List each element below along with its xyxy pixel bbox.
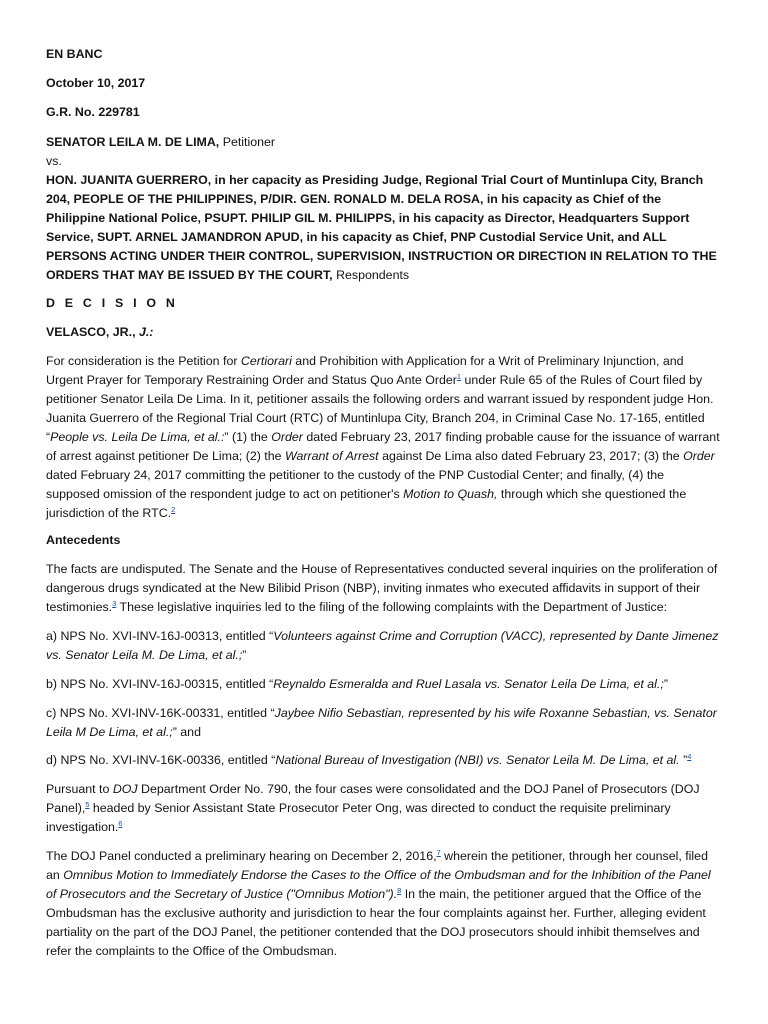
ponente xyxy=(46,323,720,342)
versus: vs. xyxy=(46,154,62,168)
text-span: dated February 24, 2017 committing the petitioner to the custody of the PNP Custodial Center; and finally, (4) the supposed omission of the respondent judge to act on petitioner's xyxy=(46,468,665,501)
text-span: Pursuant to xyxy=(46,782,113,796)
footnote-link-3[interactable]: 3 xyxy=(112,599,117,608)
court-division: EN BANC xyxy=(46,47,103,61)
petitioner-line xyxy=(46,133,720,152)
complaint-title: Jaybee Nifio Sebastian, represented by his wife Roxanne Sebastian, vs. Senator Leila M De Lima, et al.; xyxy=(46,706,717,739)
gr-number: G.R. No. 229781 xyxy=(46,105,140,119)
text-span: Omnibus Motion to Immediately Endorse the Cases to the Office of the Ombudsman and for the Inhibition of the Panel of Prosecutors and the Secretary of Justice ("Omnibus Motion"). xyxy=(46,868,711,901)
complaint-suffix: ” xyxy=(663,677,668,691)
respondents-names: HON. JUANITA GUERRERO, in her capacity as Presiding Judge, Regional Trial Court of Muntinlupa City, Branch 204, PEOPLE OF THE PHILIPPINES, P/DIR. GEN. RONALD M. DELA ROSA, in his capacity as Chief of the Philippine National Police, PSUPT. PHILIP GIL M. PHILIPPS, in his capacity as Director, Headquarters Support Service, SUPT. ARNEL JAMANDRON APUD, in his capacity as Chief, PNP Custodial Service Unit, and ALL PERSONS ACTING UNDER THEIR CONTROL, SUPERVISION, INSTRUCTION OR DIRECTION IN RELATION TO THE ORDERS THAT MAY BE ISSUED BY THE COURT, xyxy=(46,173,717,282)
text-span: People vs. Leila De Lima, et al.: xyxy=(50,430,225,444)
text-span: headed by Senior Assistant State Prosecutor Peter Ong, was directed to conduct the requisite preliminary investigation. xyxy=(46,801,671,834)
text-span: The facts are undisputed. The Senate and the House of Representatives conducted several inquiries on the proliferation of dangerous drugs syndicated at the New Bilibid Prison (NBP), inviting inmates who executed affidavits in support of their testimonies. xyxy=(46,562,718,614)
text-span: against De Lima also dated February 23, 2017; (3) the xyxy=(378,449,684,463)
text-span: ” (1) the xyxy=(224,430,272,444)
footnote-link-7[interactable]: 7 xyxy=(436,848,441,857)
paragraph-facts xyxy=(46,560,720,617)
text-span: Order xyxy=(271,430,303,444)
text-span: For consideration is the Petition for xyxy=(46,354,241,368)
text-span: through which she questioned the jurisdiction of the RTC. xyxy=(46,487,687,520)
complaint-title: National Bureau of Investigation (NBI) vs. Senator Leila M. De Lima, et al. xyxy=(275,753,680,767)
text-span: wherein the petitioner, through her counsel, filed an xyxy=(46,849,708,882)
complaint-item xyxy=(46,751,720,770)
text-span: DOJ xyxy=(112,782,138,796)
footnote-link-5[interactable]: 5 xyxy=(85,800,90,809)
complaint-suffix: ” xyxy=(242,648,247,662)
text-span: In the main, the petitioner argued that the Office of the Ombudsman has the exclusive authority and jurisdiction to hear the four complaints against her. Further, alleging evident partiality on the part of the DOJ Panel, the petitioner contended that the DOJ prosecutors should inhibit themselves and refer the complaints to the Office of the Ombudsman. xyxy=(46,887,706,958)
text-span: These legislative inquiries led to the filing of the following complaints with the Department of Justice: xyxy=(116,600,668,614)
ponente-title: J.: xyxy=(138,325,154,339)
paragraph-consolidation xyxy=(46,780,720,837)
text-span: and Prohibition with Application for a Writ of Preliminary Injunction, and Urgent Prayer for Temporary Restraining Order and Status Quo Ante Order xyxy=(46,354,684,387)
footnote-link-8[interactable]: 8 xyxy=(397,886,402,895)
text-span: Certiorari xyxy=(240,354,292,368)
footnote-link-2[interactable]: 2 xyxy=(171,505,176,514)
text-span: dated February 23, 2017 finding probable cause for the issuance of warrant of arrest against petitioner De Lima; (2) the xyxy=(46,430,720,463)
complaint-item xyxy=(46,627,720,665)
respondents-block xyxy=(46,171,720,285)
petitioner-role: Petitioner xyxy=(219,135,276,149)
text-span: Warrant of Arrest xyxy=(284,449,379,463)
footnote-link-4[interactable]: 4 xyxy=(687,752,692,761)
text-span: The DOJ Panel conducted a preliminary hearing on December 2, 2016, xyxy=(46,849,437,863)
ponente-name: VELASCO, JR., xyxy=(46,325,139,339)
footnote-link-6[interactable]: 6 xyxy=(118,819,123,828)
paragraph-petition xyxy=(46,352,720,523)
text-span: Order xyxy=(683,449,715,463)
text-span: Department Order No. 790, the four cases were consolidated and the DOJ Panel of Prosecutors (DOJ Panel), xyxy=(46,782,700,815)
complaint-title: Volunteers against Crime and Corruption (VACC), represented by Dante Jimenez vs. Senator Leila M. De Lima, et al.; xyxy=(46,629,719,662)
complaint-suffix: ” xyxy=(679,753,688,767)
complaint-title: Reynaldo Esmeralda and Ruel Lasala vs. Senator Leila De Lima, et al.; xyxy=(273,677,664,691)
footnote-link-1[interactable]: 1 xyxy=(456,372,462,381)
complaint-prefix: b) NPS No. XVI-INV-16J-00315, entitled “ xyxy=(46,677,274,691)
petitioner-name: SENATOR LEILA M. DE LIMA, xyxy=(46,135,220,149)
complaint-item xyxy=(46,704,720,742)
complaint-prefix: a) NPS No. XVI-INV-16J-00313, entitled “ xyxy=(46,629,274,643)
decision-heading: D E C I S I O N xyxy=(46,296,178,310)
respondents-role: Respondents xyxy=(332,268,410,282)
decision-date: October 10, 2017 xyxy=(46,76,146,90)
complaint-suffix: ” and xyxy=(172,725,201,739)
text-span: under Rule 65 of the Rules of Court filed by petitioner Senator Leila De Lima. In it, petitioner assails the following orders and warrant issued by respondent judge Hon. Juanita Guerrero of the Regional Trial Court (RTC) of Muntinlupa City, Branch 204, in Criminal Case No. 17-165, entitled “ xyxy=(46,373,714,444)
complaint-prefix: c) NPS No. XVI-INV-16K-00331, entitled “ xyxy=(46,706,275,720)
text-span: Motion to Quash, xyxy=(403,487,498,501)
paragraph-hearing xyxy=(46,847,720,961)
complaint-item xyxy=(46,675,720,694)
antecedents-heading: Antecedents xyxy=(46,533,121,547)
complaint-prefix: d) NPS No. XVI-INV-16K-00336, entitled “ xyxy=(46,753,276,767)
